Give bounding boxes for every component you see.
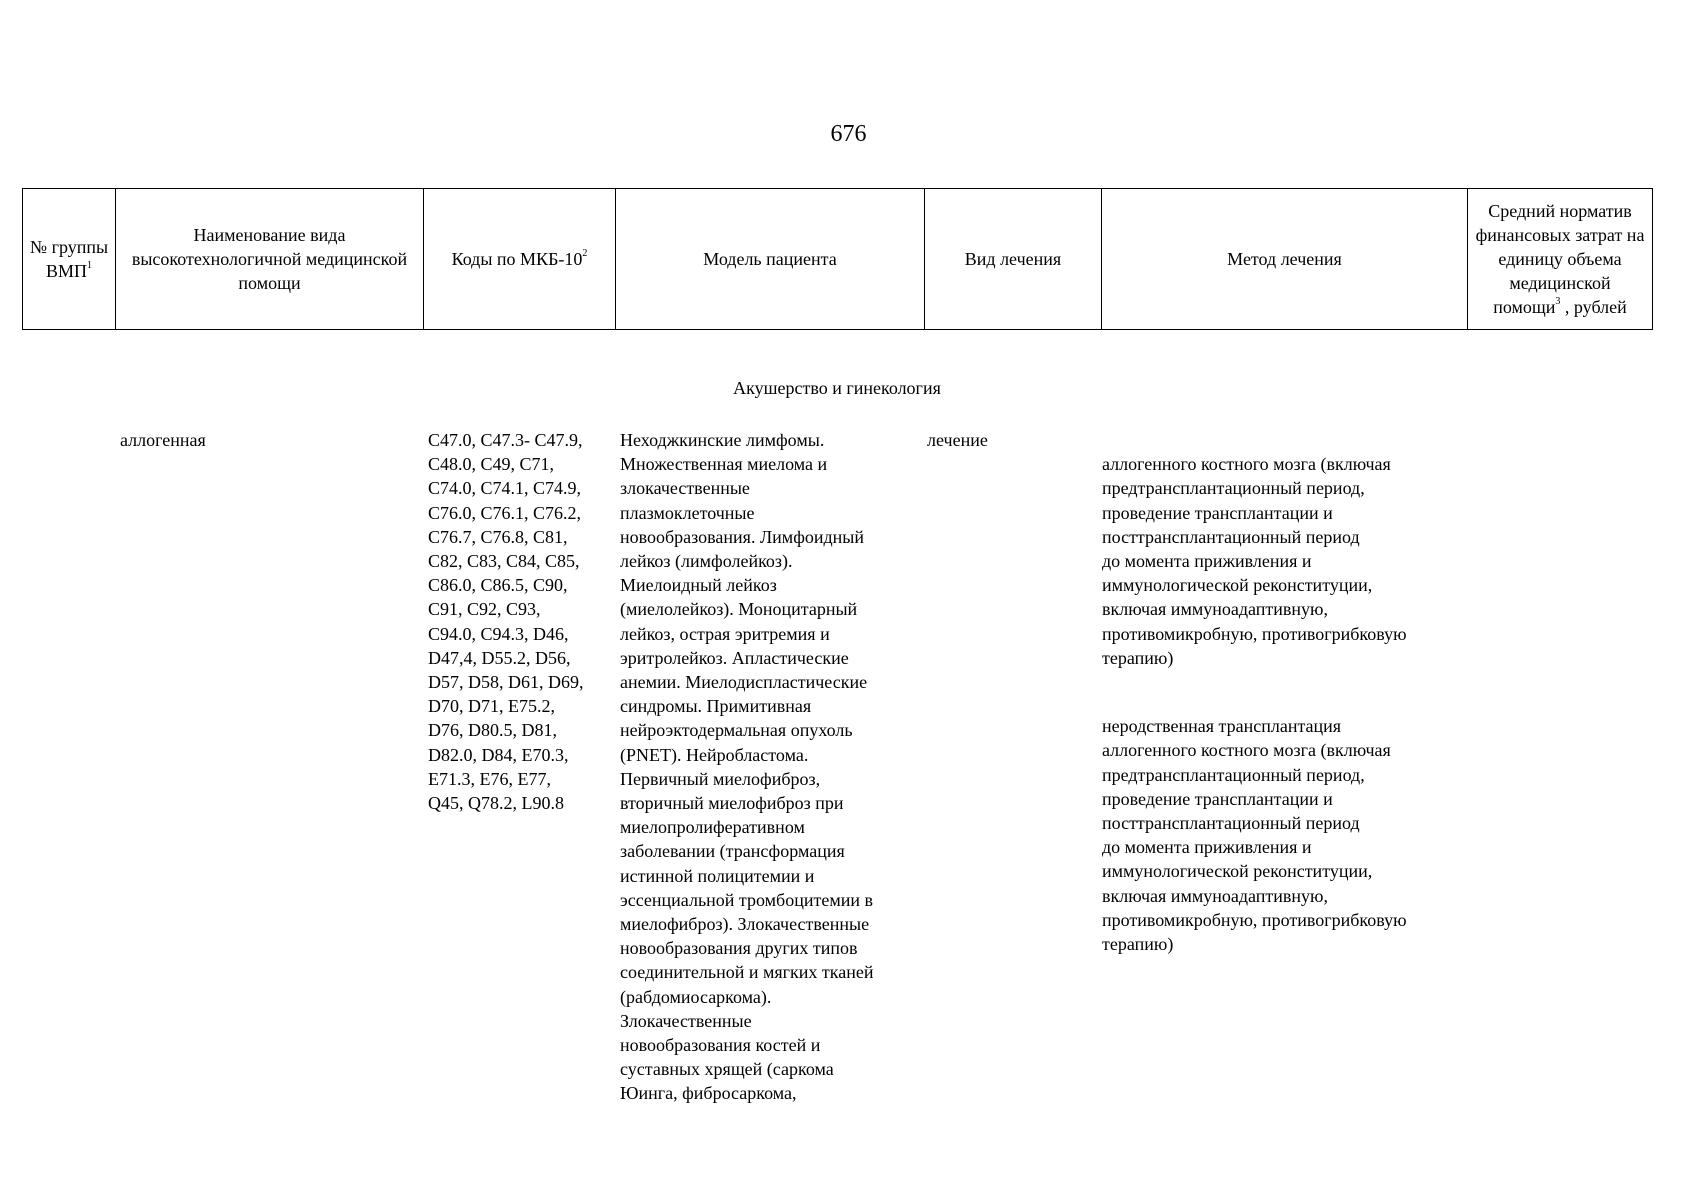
table-header: [22, 188, 1653, 330]
row-patient-model: Неходжкинские лимфомы. Множественная миелома и злокачественные плазмоклеточные новообразования. Лимфоидный лейкоз (лимфолейкоз). Миелоидный лейкоз (миелолейкоз). Моноцитарный лейкоз, острая эритремия и эритролейкоз. Апластические анемии. Миелодиспластические синдромы. Примитивная нейроэктодермальная опухоль (PNET). Нейробластома. Первичный миелофиброз, вторичный миелофиброз при миелопролиферативном заболевании (трансформация истинной полицитемии и эссенциальной тромбоцитемии в миелофиброз). Злокачественные новообразования других типов соединительной и мягких тканей (рабдомиосаркома). Злокачественные новообразования костей и суставных хрящей (саркома Юинга, фибросаркома,: [620, 430, 874, 1104]
header-cost-standard-unit: , рублей: [1560, 297, 1627, 317]
header-cost-standard-label: Средний норматив финансовых затрат на единицу объема медицинской помощи: [1475, 201, 1645, 317]
footnote-ref: 1: [87, 260, 92, 271]
header-care-type-name: Наименование вида высокотехнологичной медицинской помощи: [116, 189, 424, 330]
header-icd-codes: [424, 189, 616, 330]
header-cost-standard: [1468, 189, 1653, 330]
header-patient-model: Модель пациента: [616, 189, 925, 330]
header-group-number-label: № группы ВМП: [29, 237, 109, 281]
row-treatment-methods: [1102, 428, 1462, 980]
treatment-method-item: аллогенного костного мозга (включая предтрансплантационный период, проведение трансплантации и посттрансплантационный период до момента приживления и иммунологической реконституции, включая иммуноадаптивную, противомикробную, противогрибковую терапию): [1102, 454, 1407, 668]
footnote-ref: 2: [582, 248, 588, 259]
row-icd-codes: C47.0, C47.3- C47.9, C48.0, C49, C71, C74.0, C74.1, C74.9, C76.0, C76.1, C76.2, C76.7, C76.8, C81, C82, C83, C84, C85, C86.0, C86.5, C90, C91, C92, C93, C94.0, C94.3, D46, D47,4, D55.2, D56, D57, D58, D61, D69, D70, D71, E75.2, D76, D80.5, D81, D82.0, D84, E70.3, E71.3, E76, E77, Q45, Q78.2, L90.8: [428, 430, 584, 814]
header-icd-codes-label: Коды по МКБ-10: [451, 249, 583, 269]
header-treatment-type: Вид лечения: [925, 189, 1102, 330]
page-number: 676: [830, 121, 867, 147]
row-treatment-type: лечение: [927, 430, 988, 450]
section-title: Акушерство и гинекология: [733, 378, 941, 398]
footnote-ref: 3: [1555, 296, 1561, 307]
header-treatment-method: Метод лечения: [1102, 189, 1468, 330]
treatment-method-item: неродственная трансплантация аллогенного костного мозга (включая предтрансплантационный период, проведение трансплантации и посттрансплантационный период до момента приживления и иммунологической реконституции, включая иммуноадаптивную, противомикробную, противогрибковую терапию): [1102, 716, 1407, 955]
row-care-type-name: аллогенная: [120, 430, 206, 450]
header-group-number: [23, 189, 116, 330]
